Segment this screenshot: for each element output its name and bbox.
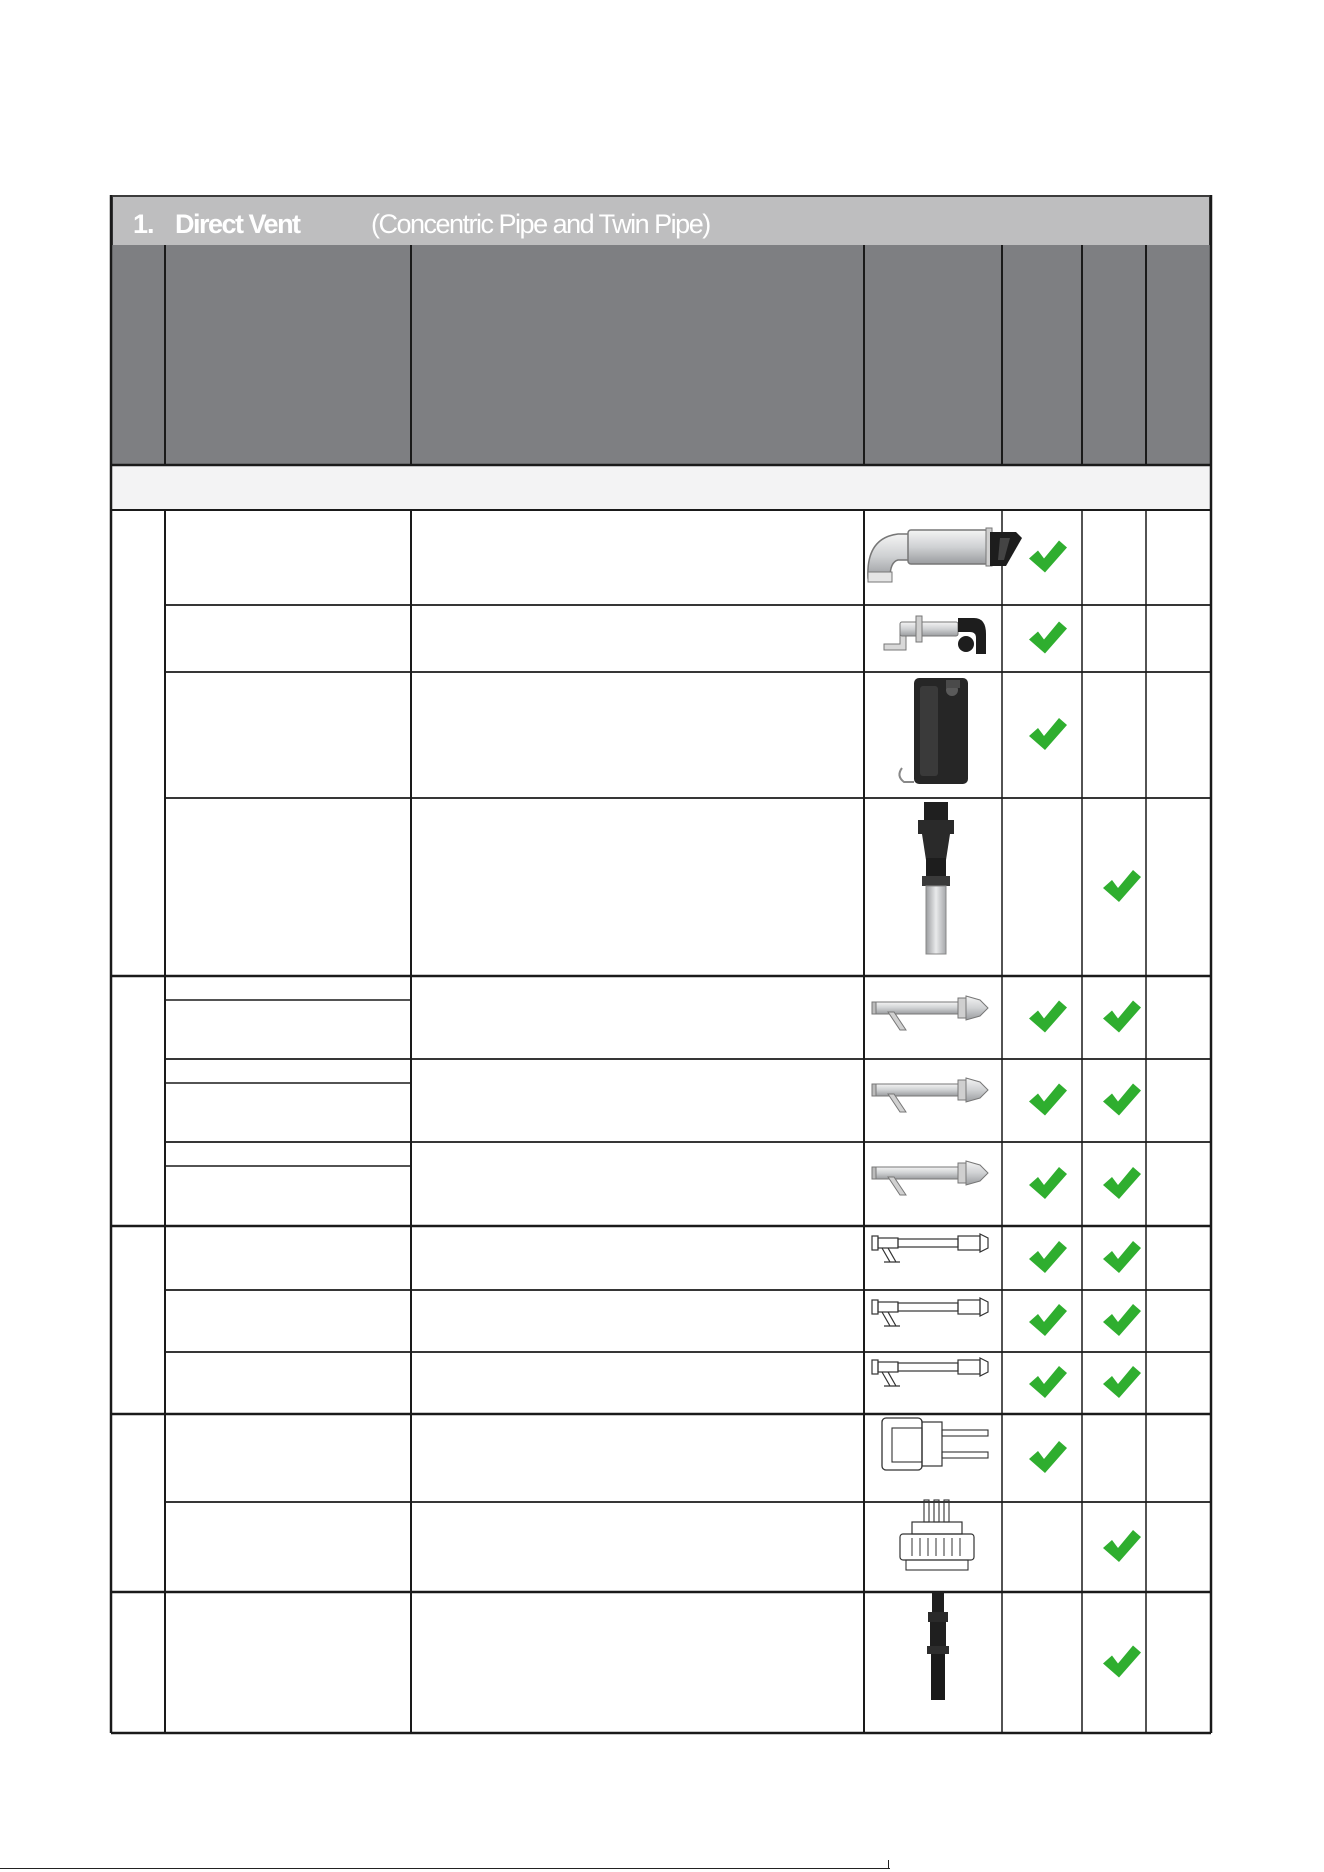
footer-tick	[888, 1860, 889, 1868]
check-icon	[1103, 1167, 1141, 1199]
check-icon	[1103, 1304, 1141, 1336]
check-icon	[1029, 718, 1067, 750]
check-icon	[1103, 1366, 1141, 1398]
check-icon	[1029, 1084, 1067, 1116]
check-icon	[1029, 1241, 1067, 1273]
check-icon	[1103, 1084, 1141, 1116]
check-icon	[1029, 1304, 1067, 1336]
check-icon	[1029, 622, 1067, 654]
check-icon	[1103, 1241, 1141, 1273]
check-icon	[1103, 1001, 1141, 1033]
check-icon	[1103, 870, 1141, 902]
check-icon	[1029, 1001, 1067, 1033]
footer-rule	[0, 1868, 890, 1869]
section-title: Direct Vent	[175, 209, 300, 239]
check-icon	[1103, 1646, 1141, 1678]
check-icon	[1029, 1366, 1067, 1398]
check-icon	[1103, 1530, 1141, 1562]
check-icon	[1029, 541, 1067, 573]
check-icon	[1029, 1167, 1067, 1199]
section-number: 1.	[133, 209, 154, 239]
section-subtitle: (Concentric Pipe and Twin Pipe)	[371, 209, 710, 239]
check-icon	[1029, 1441, 1067, 1473]
